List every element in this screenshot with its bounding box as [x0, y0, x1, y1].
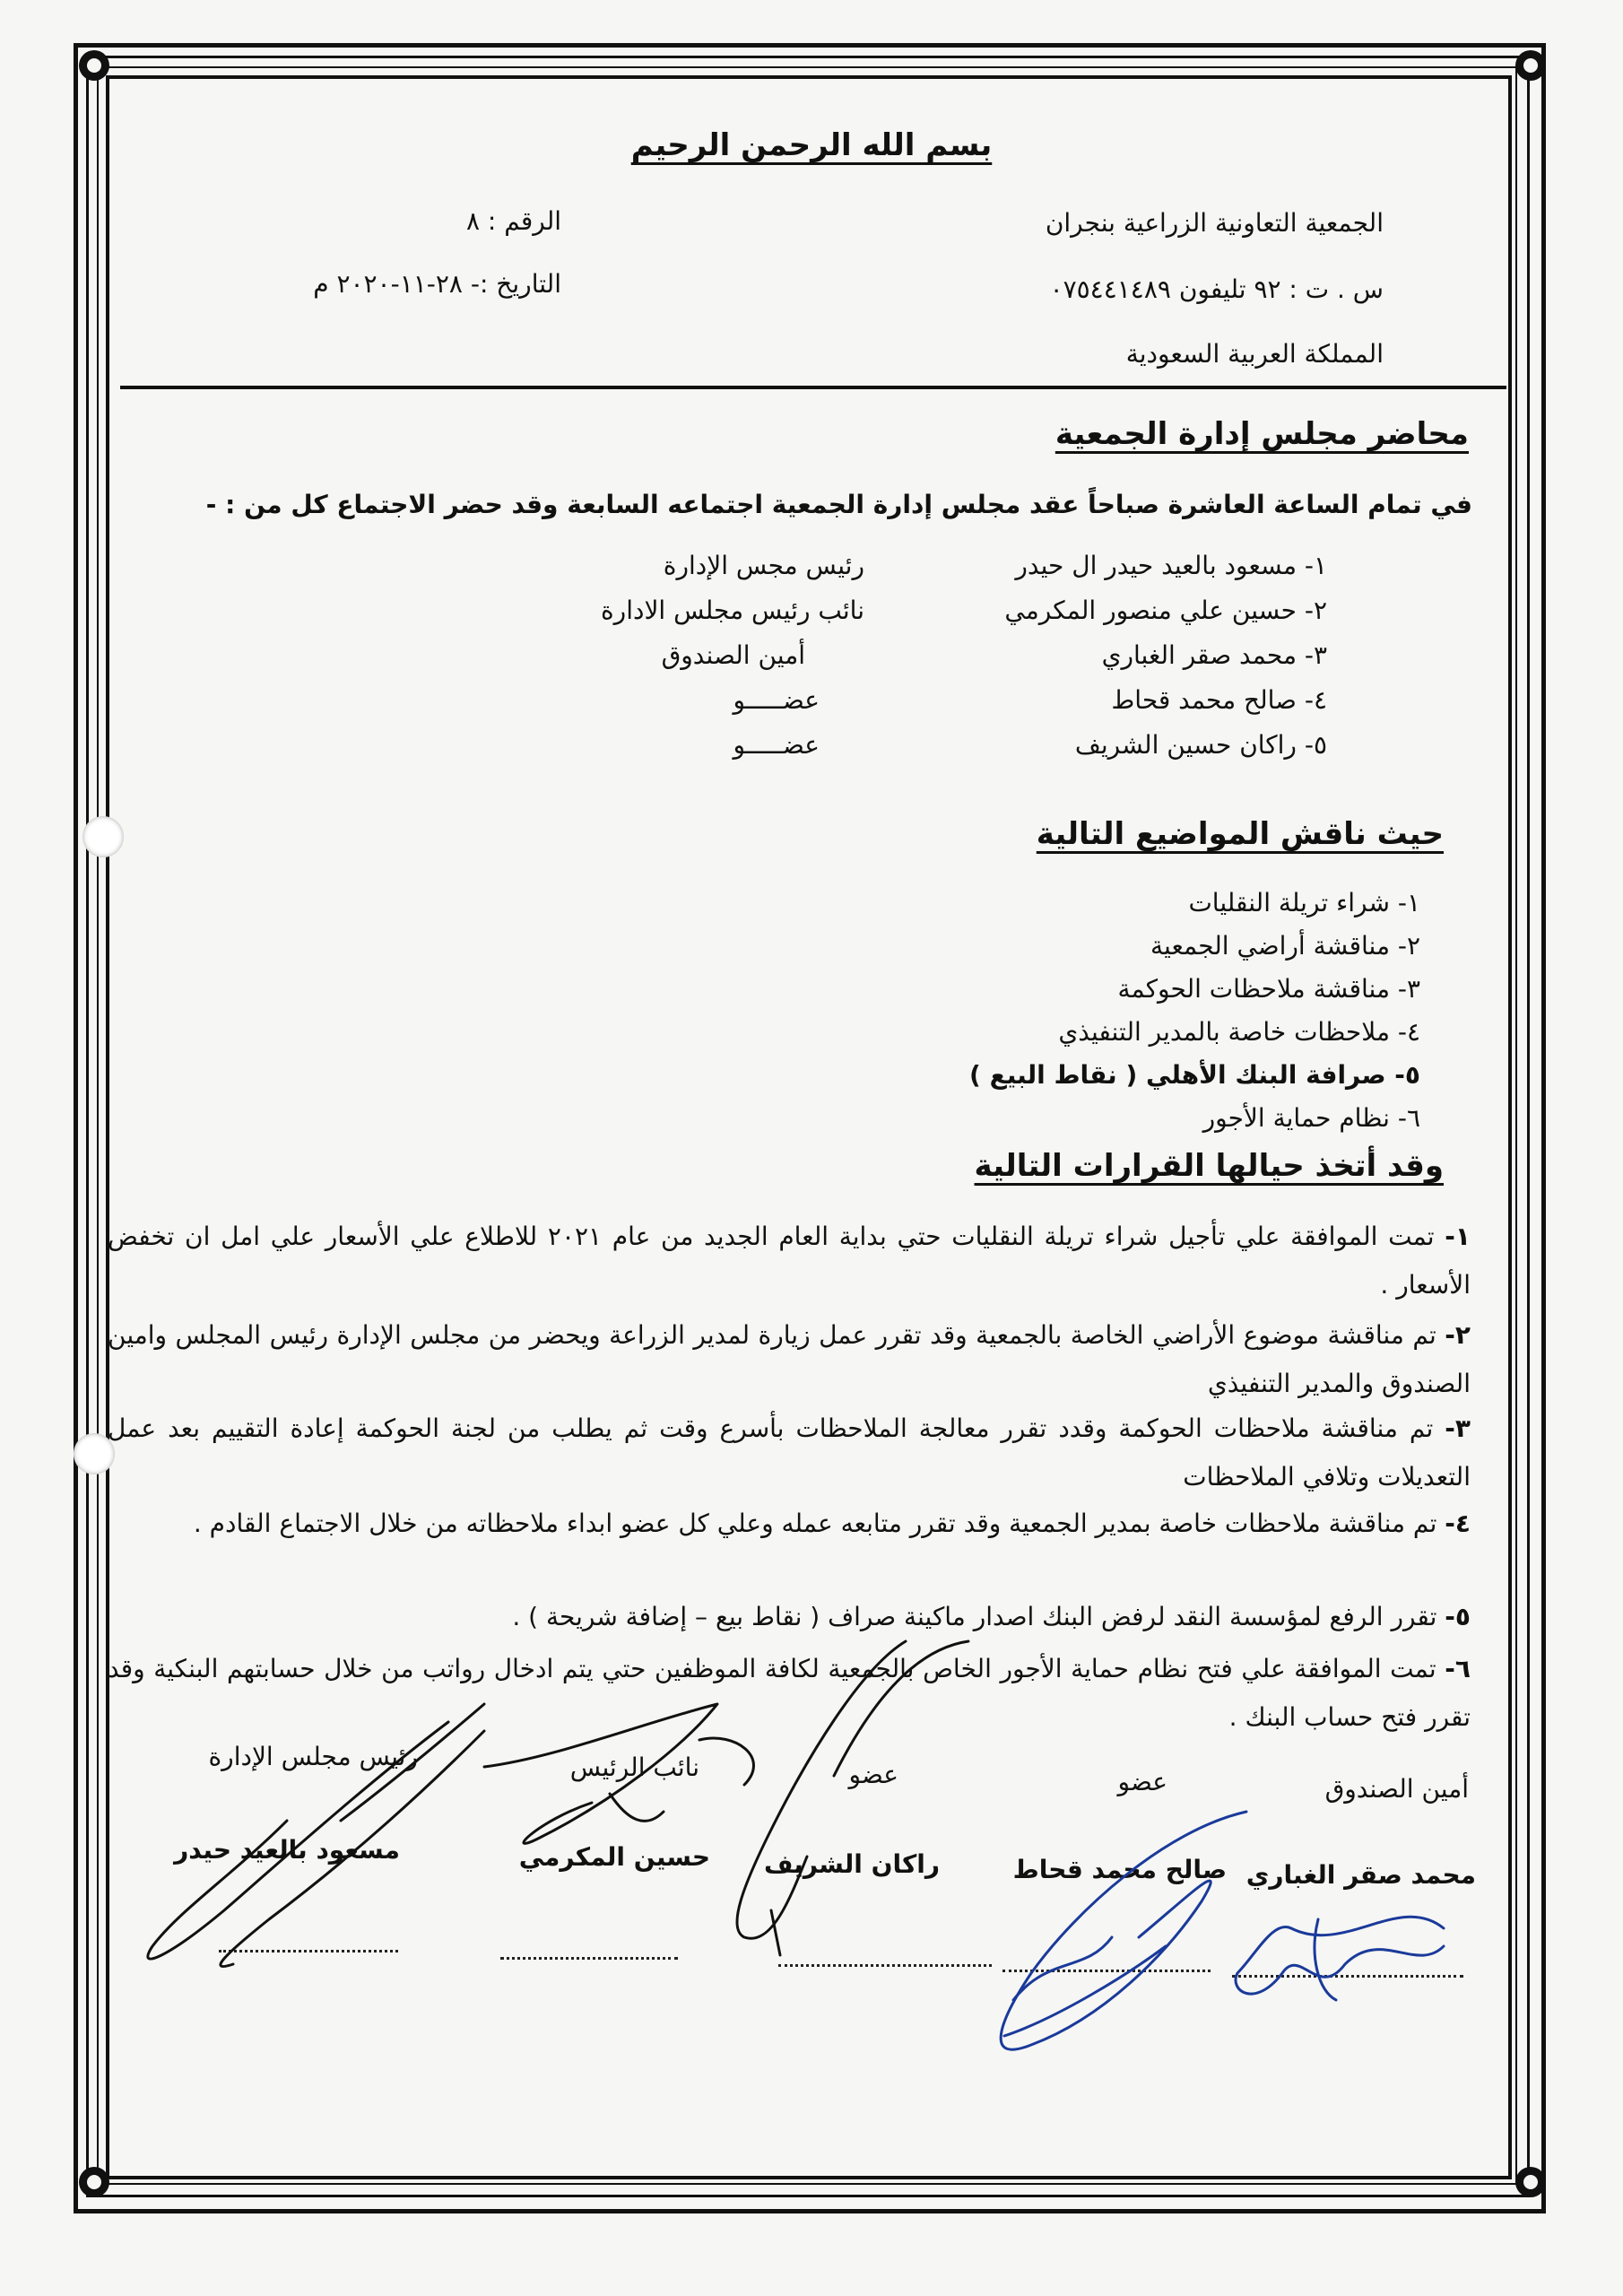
- decision-number: ٤-: [1445, 1509, 1471, 1538]
- attendee-name: ١- مسعود بالعيد حيدر ال حيدر: [1015, 551, 1327, 580]
- phone-line: س . ت : ٩٢ تليفون ٠٧٥٤٤١٤٨٩: [1049, 274, 1384, 304]
- decision-text: تمت الموافقة علي فتح نظام حماية الأجور الخاص بالجمعية لكافة الموظفين حتي يتم ادخال رواتب من خلال حسابتهم البنكية وقد تقرر فتح حساب البنك .: [108, 1654, 1471, 1732]
- document-number: الرقم : ٨: [465, 206, 561, 236]
- attendee-role: نائب رئيس مجلس الادارة: [601, 596, 864, 625]
- section-title: محاضر مجلس إدارة الجمعية: [1055, 416, 1469, 452]
- decision-text: تمت الموافقة علي تأجيل شراء تريلة النقليات حتي بداية العام الجديد من عام ٢٠٢١ للاطلاع علي الأسعار علي امل ان تخفض الأسعار .: [108, 1222, 1471, 1300]
- org-name: الجمعية التعاونية الزراعية بنجران: [1045, 208, 1384, 238]
- decision-text: تم مناقشة ملاحظات الحوكمة وقدد تقرر معالجة الملاحظات بأسرع وقت ثم يطلب من لجنة الحوكمة إعادة التقييم بعد عمل التعديلات وتلافي الملاحظات: [108, 1413, 1471, 1492]
- attendee-role: أمين الصندوق: [661, 640, 805, 670]
- topic-item: ٦- نظام حماية الأجور: [1202, 1103, 1420, 1133]
- attendee-name: ٣- محمد صقر الغباري: [1101, 640, 1327, 670]
- document-date: التاريخ :- ٢٨-١١-٢٠٢٠ م: [313, 269, 561, 299]
- treasurer-signature: [1236, 1917, 1444, 2000]
- chairman-signature: [148, 1704, 484, 1967]
- decision-number: ٦-: [1445, 1654, 1471, 1683]
- decisions-title: وقد أتخذ حيالها القرارات التالية: [974, 1148, 1444, 1184]
- signer-name: حسين المكرمي: [518, 1842, 710, 1872]
- decision-number: ٥-: [1445, 1602, 1471, 1631]
- decision-number: ٢-: [1445, 1320, 1471, 1350]
- attendee-name: ٤- صالح محمد قحاط: [1111, 685, 1327, 715]
- decision-text: تقرر الرفع لمؤسسة النقد لرفض البنك اصدار ماكينة صراف ( نقاط بيع – إضافة شريحة ) .: [512, 1602, 1437, 1631]
- signer-title: عضو: [1117, 1767, 1167, 1796]
- signer-name: محمد صقر الغباري: [1245, 1860, 1476, 1890]
- signer-name: صالح محمد قحاط: [1012, 1855, 1227, 1884]
- topic-item: ٣- مناقشة ملاحظات الحوكمة: [1117, 974, 1420, 1004]
- signer-name: مسعود بالعيد حيدر: [174, 1835, 400, 1865]
- attendee-role: رئيس مجس الإدارة: [663, 551, 864, 580]
- signer-name: راكان الشريف: [763, 1849, 940, 1879]
- topic-item: ١- شراء تريلة النقليات: [1188, 888, 1420, 918]
- signer-title: أمين الصندوق: [1324, 1774, 1469, 1804]
- decision-number: ٣-: [1445, 1413, 1471, 1443]
- signer-title: رئيس مجلس الإدارة: [208, 1742, 418, 1771]
- decision-text: تم مناقشة ملاحظات خاصة بمدير الجمعية وقد تقرر متابعه عمله وعلي كل عضو ابداء ملاحظاته من خلال الاجتماع القادم .: [193, 1509, 1437, 1538]
- topic-item: ٤- ملاحظات خاصة بالمدير التنفيذي: [1058, 1017, 1420, 1047]
- decision-number: ١-: [1445, 1222, 1471, 1251]
- signer-title: عضو: [848, 1760, 898, 1789]
- deputy-signature: [484, 1704, 753, 1843]
- topics-title: حيث ناقش المواضيع التالية: [1036, 816, 1444, 852]
- attendee-role: عضـــــو: [733, 730, 820, 760]
- country: المملكة العربية السعودية: [1125, 339, 1384, 369]
- member-sharif-signature: [737, 1641, 968, 1955]
- basmala: بسم الله الرحمن الرحيم: [630, 127, 993, 163]
- member-qahhat-signature: [1001, 1812, 1246, 2049]
- topic-item: ٢- مناقشة أراضي الجمعية: [1150, 931, 1420, 961]
- attendee-name: ٥- راكان حسين الشريف: [1074, 730, 1327, 760]
- attendee-role: عضـــــو: [733, 685, 820, 715]
- attendee-name: ٢- حسين علي منصور المكرمي: [1004, 596, 1327, 625]
- intro-paragraph: في تمام الساعة العاشرة صباحاً عقد مجلس إدارة الجمعية اجتماعه السابعة وقد حضر الاجتماع كل من : -: [205, 490, 1472, 519]
- signer-title: نائب الرئيس: [569, 1752, 699, 1782]
- topic-item: ٥- صرافة البنك الأهلي ( نقاط البيع ): [969, 1060, 1420, 1090]
- decision-text: تم مناقشة موضوع الأراضي الخاصة بالجمعية وقد تقرر عمل زيارة لمدير الزراعة ويحضر من مجلس الإدارة رئيس المجلس وامين الصندوق والمدير التنفيذي: [108, 1320, 1471, 1398]
